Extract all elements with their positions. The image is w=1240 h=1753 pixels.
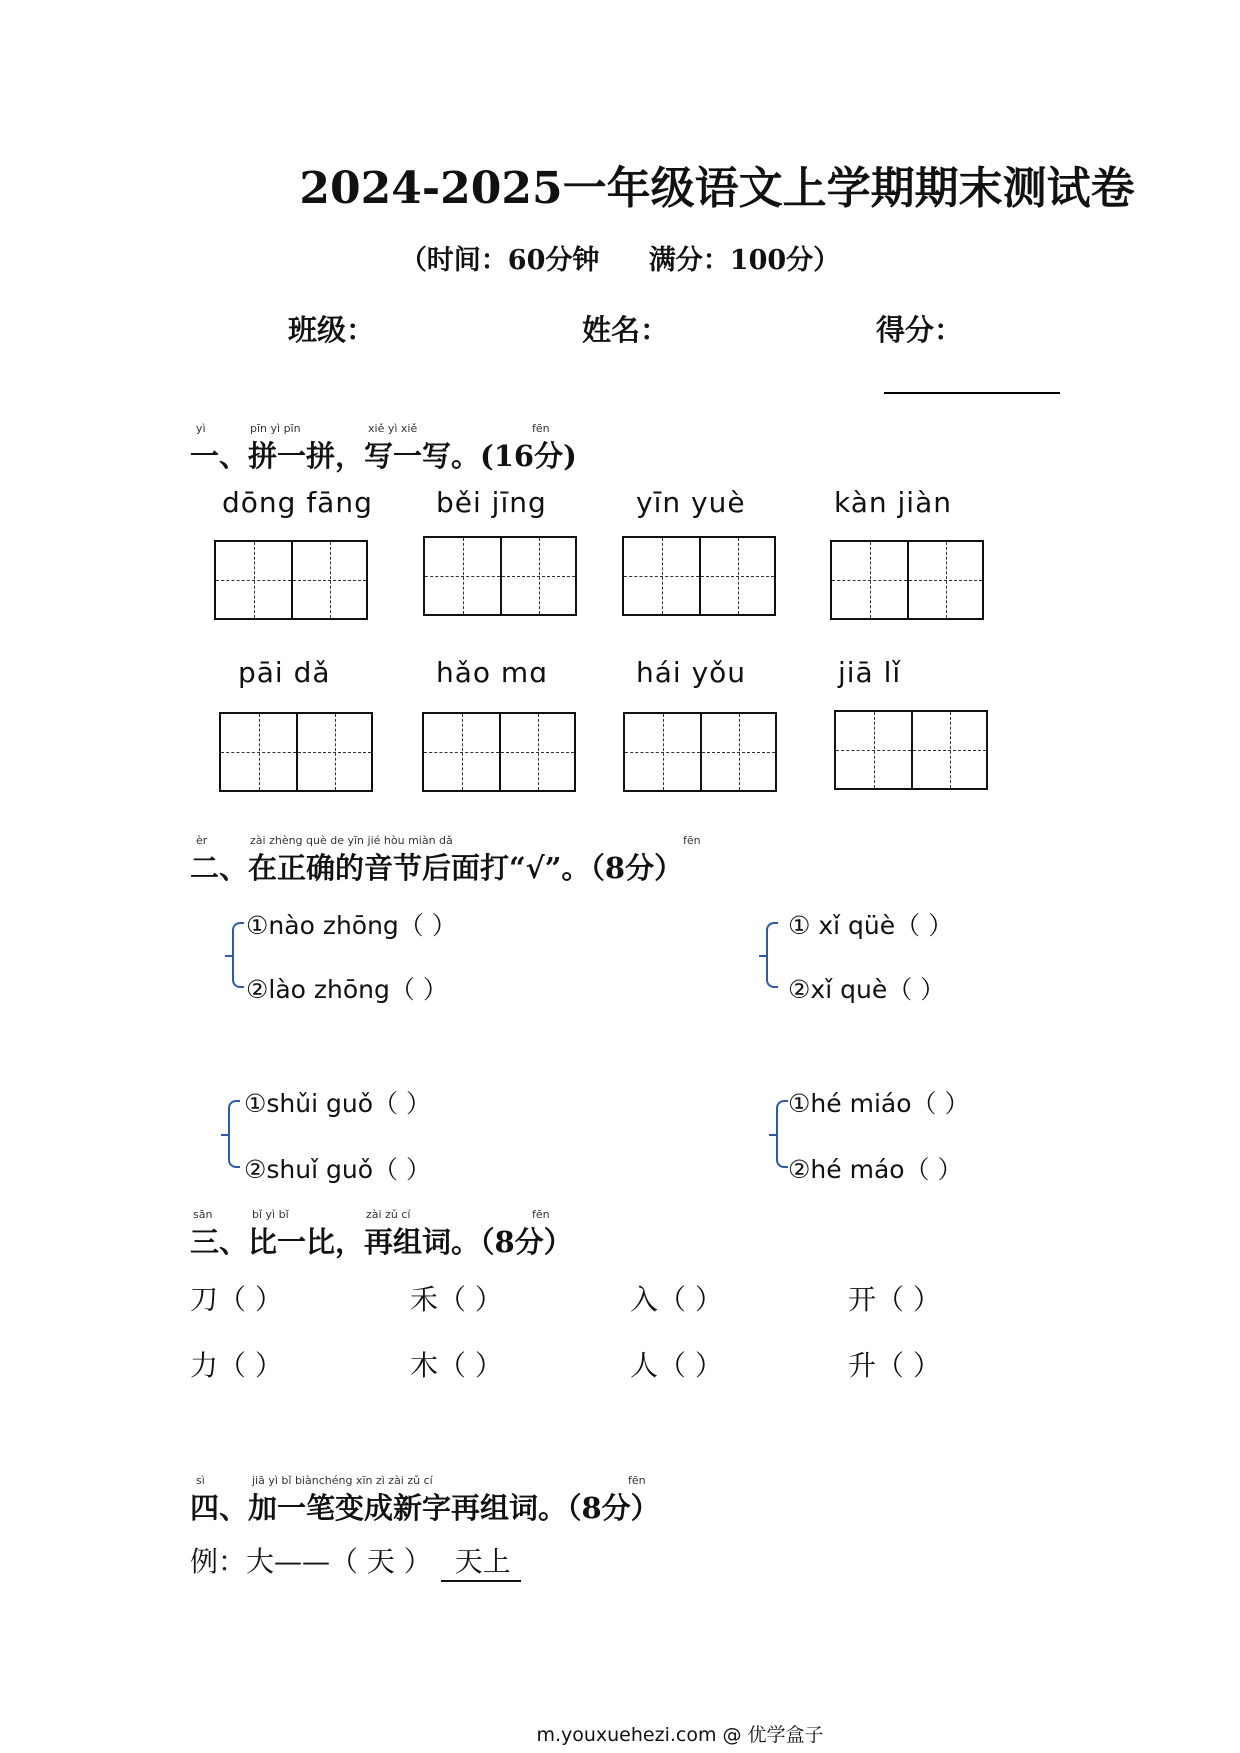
section3-ruby-3: zài zǔ cí bbox=[366, 1208, 411, 1221]
section4-ruby-1: sì bbox=[196, 1474, 205, 1487]
option-2[interactable]: ②xǐ què（ ） bbox=[788, 975, 946, 1004]
section1-ruby-3: xiě yì xiě bbox=[368, 422, 418, 435]
pinyin-prompt: běi jīng bbox=[436, 486, 547, 519]
section3-ruby-4: fēn bbox=[532, 1208, 550, 1221]
option-1[interactable]: ① xǐ qüè（ ） bbox=[788, 911, 954, 940]
section4-heading: 四、加一笔变成新字再组词。（8分） bbox=[190, 1491, 660, 1525]
class-label: 班级： bbox=[288, 313, 376, 347]
compare-word[interactable]: 刀（ ） bbox=[190, 1283, 283, 1316]
option-2[interactable]: ②shuǐ guǒ（ ） bbox=[244, 1155, 431, 1184]
writing-grid[interactable] bbox=[834, 710, 988, 790]
writing-grid[interactable] bbox=[219, 712, 373, 792]
writing-grid[interactable] bbox=[214, 540, 368, 620]
compare-word[interactable]: 禾（ ） bbox=[410, 1283, 503, 1316]
option-1[interactable]: ①hé miáo（ ） bbox=[788, 1089, 970, 1118]
section2-heading: 二、在正确的音节后面打“√”。（8分） bbox=[190, 851, 684, 885]
pinyin-prompt: hái yǒu bbox=[636, 656, 747, 689]
example-line bbox=[190, 1540, 521, 1582]
example-prefix: 例：大——（ 天 ） bbox=[190, 1545, 432, 1578]
option-2[interactable]: ②hé máo（ ） bbox=[788, 1155, 963, 1184]
section1-heading: 一、拼一拼，写一写。(16分) bbox=[190, 439, 577, 473]
score-label: 满分：100分） bbox=[648, 245, 841, 276]
compare-word[interactable]: 木（ ） bbox=[410, 1349, 503, 1382]
footer-watermark: m.youxuehezi.com @ 优学盒子 bbox=[536, 1724, 824, 1746]
option-1[interactable]: ①nào zhōng（ ） bbox=[246, 911, 457, 940]
compare-word[interactable]: 人（ ） bbox=[630, 1349, 723, 1382]
pinyin-prompt: dōng fāng bbox=[222, 486, 373, 519]
compare-word[interactable]: 力（ ） bbox=[190, 1349, 283, 1382]
score-blank-line bbox=[884, 392, 1060, 394]
exam-subtitle bbox=[0, 238, 1240, 277]
option-1[interactable]: ①shǔi guǒ（ ） bbox=[244, 1089, 431, 1118]
section2-ruby-2: zài zhèng què de yīn jié hòu miàn dǎ bbox=[250, 834, 453, 847]
brace-icon bbox=[232, 922, 244, 988]
section1-ruby-1: yì bbox=[196, 422, 206, 435]
brace-icon bbox=[776, 1100, 788, 1168]
pinyin-prompt: pāi dǎ bbox=[238, 656, 331, 689]
section2-ruby-3: fēn bbox=[683, 834, 701, 847]
section4-ruby-3: fēn bbox=[628, 1474, 646, 1487]
writing-grid[interactable] bbox=[423, 536, 577, 616]
page-title: 2024-2025一年级语文上学期期末测试卷 bbox=[299, 163, 1135, 214]
section4-ruby-2: jiā yì bǐ biànchéng xīn zì zài zǔ cí bbox=[252, 1474, 433, 1487]
compare-word[interactable]: 开（ ） bbox=[848, 1283, 941, 1316]
writing-grid[interactable] bbox=[623, 712, 777, 792]
section1-ruby-2: pīn yì pīn bbox=[250, 422, 301, 435]
grade-label: 得分： bbox=[876, 313, 964, 347]
pinyin-prompt: yīn yuè bbox=[636, 486, 746, 519]
pinyin-prompt: jiā lǐ bbox=[838, 656, 902, 689]
example-answer: 天上 bbox=[441, 1540, 521, 1582]
writing-grid[interactable] bbox=[622, 536, 776, 616]
writing-grid[interactable] bbox=[830, 540, 984, 620]
section3-ruby-2: bǐ yì bǐ bbox=[252, 1208, 289, 1221]
section2-ruby-1: èr bbox=[196, 834, 208, 847]
brace-icon bbox=[766, 922, 778, 988]
time-label: （时间：60分钟 bbox=[399, 245, 600, 276]
writing-grid[interactable] bbox=[422, 712, 576, 792]
section1-ruby-4: fēn bbox=[532, 422, 550, 435]
compare-word[interactable]: 升（ ） bbox=[848, 1349, 941, 1382]
pinyin-prompt: kàn jiàn bbox=[834, 486, 952, 519]
name-label: 姓名： bbox=[582, 313, 670, 347]
option-2[interactable]: ②lào zhōng（ ） bbox=[246, 975, 448, 1004]
compare-word[interactable]: 入（ ） bbox=[630, 1283, 723, 1316]
brace-icon bbox=[228, 1100, 240, 1168]
section3-heading: 三、比一比，再组词。（8分） bbox=[190, 1225, 573, 1259]
section3-ruby-1: sān bbox=[193, 1208, 213, 1221]
pinyin-prompt: hǎo mɑ bbox=[436, 656, 548, 689]
